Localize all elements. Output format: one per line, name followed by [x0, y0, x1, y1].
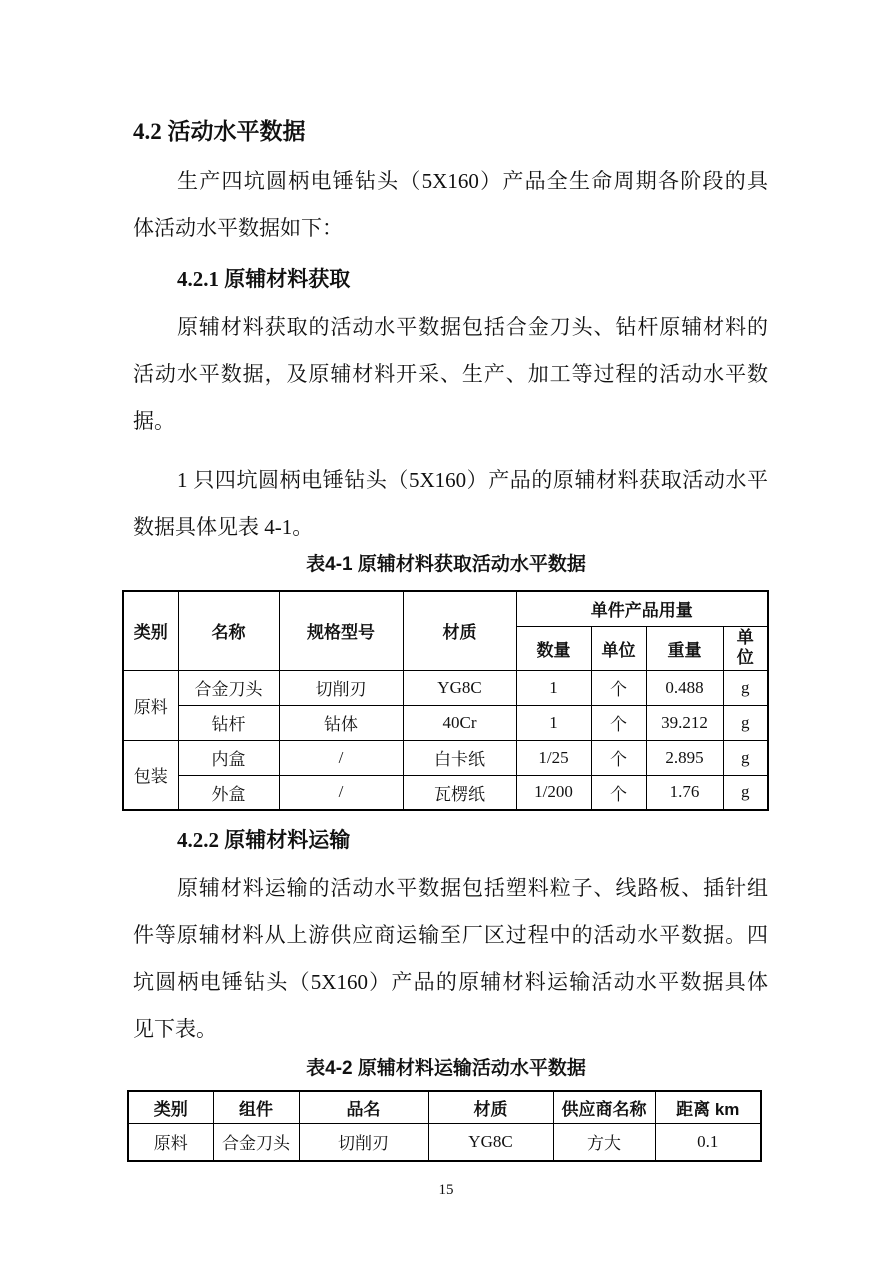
section1-paragraph-2: [0, 457, 892, 551]
table-header-spec: 规格型号: [279, 591, 403, 670]
table-cell-weight-unit: g: [723, 740, 768, 775]
table-cell-unit: 个: [591, 705, 646, 740]
section-heading-4-2-1: 4.2.1 原辅材料获取: [177, 267, 351, 291]
table-cell-supplier: 方大: [553, 1123, 655, 1161]
table-cell-weight-unit: g: [723, 775, 768, 810]
table-row: [123, 775, 768, 810]
table-cell-component: 合金刀头: [213, 1123, 299, 1161]
table-cell-material: 白卡纸: [403, 740, 516, 775]
intro-paragraph: [0, 158, 892, 252]
table-cell-spec: /: [279, 775, 403, 810]
table-cell-weight-unit: g: [723, 705, 768, 740]
table-cell-weight: 0.488: [646, 670, 723, 705]
table-cell-qty: 1/200: [516, 775, 591, 810]
table-cell-weight: 2.895: [646, 740, 723, 775]
table-cell-spec: 切削刃: [279, 670, 403, 705]
table-header-weight-unit: 单位: [723, 626, 768, 670]
paragraph-line: 数据具体见表 4-1。: [133, 515, 314, 539]
table-cell-unit: 个: [591, 775, 646, 810]
table-cell-category: 包装: [123, 740, 178, 810]
table-cell-qty: 1: [516, 705, 591, 740]
table-cell-material: YG8C: [403, 670, 516, 705]
table-4-2-caption: 表4-2 原辅材料运输活动水平数据: [306, 1058, 586, 1079]
table-header-weight: 重量: [646, 626, 723, 670]
table-cell-category: 原料: [128, 1123, 213, 1161]
table-header-qty: 数量: [516, 626, 591, 670]
paragraph-line: 原辅材料运输的活动水平数据包括塑料粒子、线路板、插针组: [177, 876, 768, 900]
table-cell-distance: 0.1: [655, 1123, 761, 1161]
table-cell-qty: 1: [516, 670, 591, 705]
table-cell-spec: /: [279, 740, 403, 775]
table-header-usage: 单件产品用量: [516, 591, 768, 626]
section2-paragraph: [0, 865, 892, 1053]
table-header-name: 名称: [178, 591, 279, 670]
table-row: [123, 740, 768, 775]
table-cell-spec: 钻体: [279, 705, 403, 740]
table-cell-weight: 1.76: [646, 775, 723, 810]
table-header-category: 类别: [128, 1091, 213, 1123]
section-heading-4-2: 4.2 活动水平数据: [133, 119, 306, 144]
table-cell-weight-unit: g: [723, 670, 768, 705]
table-row: [123, 705, 768, 740]
table-cell-weight: 39.212: [646, 705, 723, 740]
paragraph-line: 原辅材料获取的活动水平数据包括合金刀头、钻杆原辅材料的: [177, 315, 768, 339]
table-cell-name: 内盒: [178, 740, 279, 775]
paragraph-line: 坑圆柄电锤钻头（5X160）产品的原辅材料运输活动水平数据具体: [133, 970, 768, 994]
table-header-product-name: 品名: [299, 1091, 428, 1123]
table-header-unit: 单位: [591, 626, 646, 670]
table-4-2: [127, 1090, 762, 1162]
table-cell-product-name: 切削刃: [299, 1123, 428, 1161]
table-header-supplier: 供应商名称: [553, 1091, 655, 1123]
table-cell-unit: 个: [591, 740, 646, 775]
paragraph-line: 据。: [133, 409, 175, 433]
table-header-material: 材质: [428, 1091, 553, 1123]
section-heading-4-2-2: 4.2.2 原辅材料运输: [177, 828, 351, 852]
table-cell-name: 钻杆: [178, 705, 279, 740]
table-cell-category: 原料: [123, 670, 178, 740]
table-row: [123, 670, 768, 705]
paragraph-line: 见下表。: [133, 1017, 217, 1041]
table-header-category: 类别: [123, 591, 178, 670]
paragraph-line: 活动水平数据，及原辅材料开采、生产、加工等过程的活动水平数: [133, 362, 768, 386]
paragraph-line: 件等原辅材料从上游供应商运输至厂区过程中的活动水平数据。四: [133, 923, 768, 947]
table-row: [128, 1123, 761, 1161]
section1-paragraph-1: [0, 304, 892, 445]
table-cell-qty: 1/25: [516, 740, 591, 775]
table-header-component: 组件: [213, 1091, 299, 1123]
table-cell-material: 瓦楞纸: [403, 775, 516, 810]
table-header-material: 材质: [403, 591, 516, 670]
table-cell-material: 40Cr: [403, 705, 516, 740]
table-cell-name: 外盒: [178, 775, 279, 810]
page-number: 15: [438, 1182, 454, 1198]
table-cell-material: YG8C: [428, 1123, 553, 1161]
paragraph-line: 生产四坑圆柄电锤钻头（5X160）产品全生命周期各阶段的具: [177, 169, 768, 193]
table-cell-name: 合金刀头: [178, 670, 279, 705]
table-cell-unit: 个: [591, 670, 646, 705]
table-header-distance: 距离 km: [655, 1091, 761, 1123]
table-4-1: [122, 590, 769, 811]
paragraph-line: 体活动水平数据如下：: [133, 216, 343, 240]
paragraph-line: 1 只四坑圆柄电锤钻头（5X160）产品的原辅材料获取活动水平: [177, 468, 768, 492]
table-4-1-caption: 表4-1 原辅材料获取活动水平数据: [306, 554, 586, 575]
